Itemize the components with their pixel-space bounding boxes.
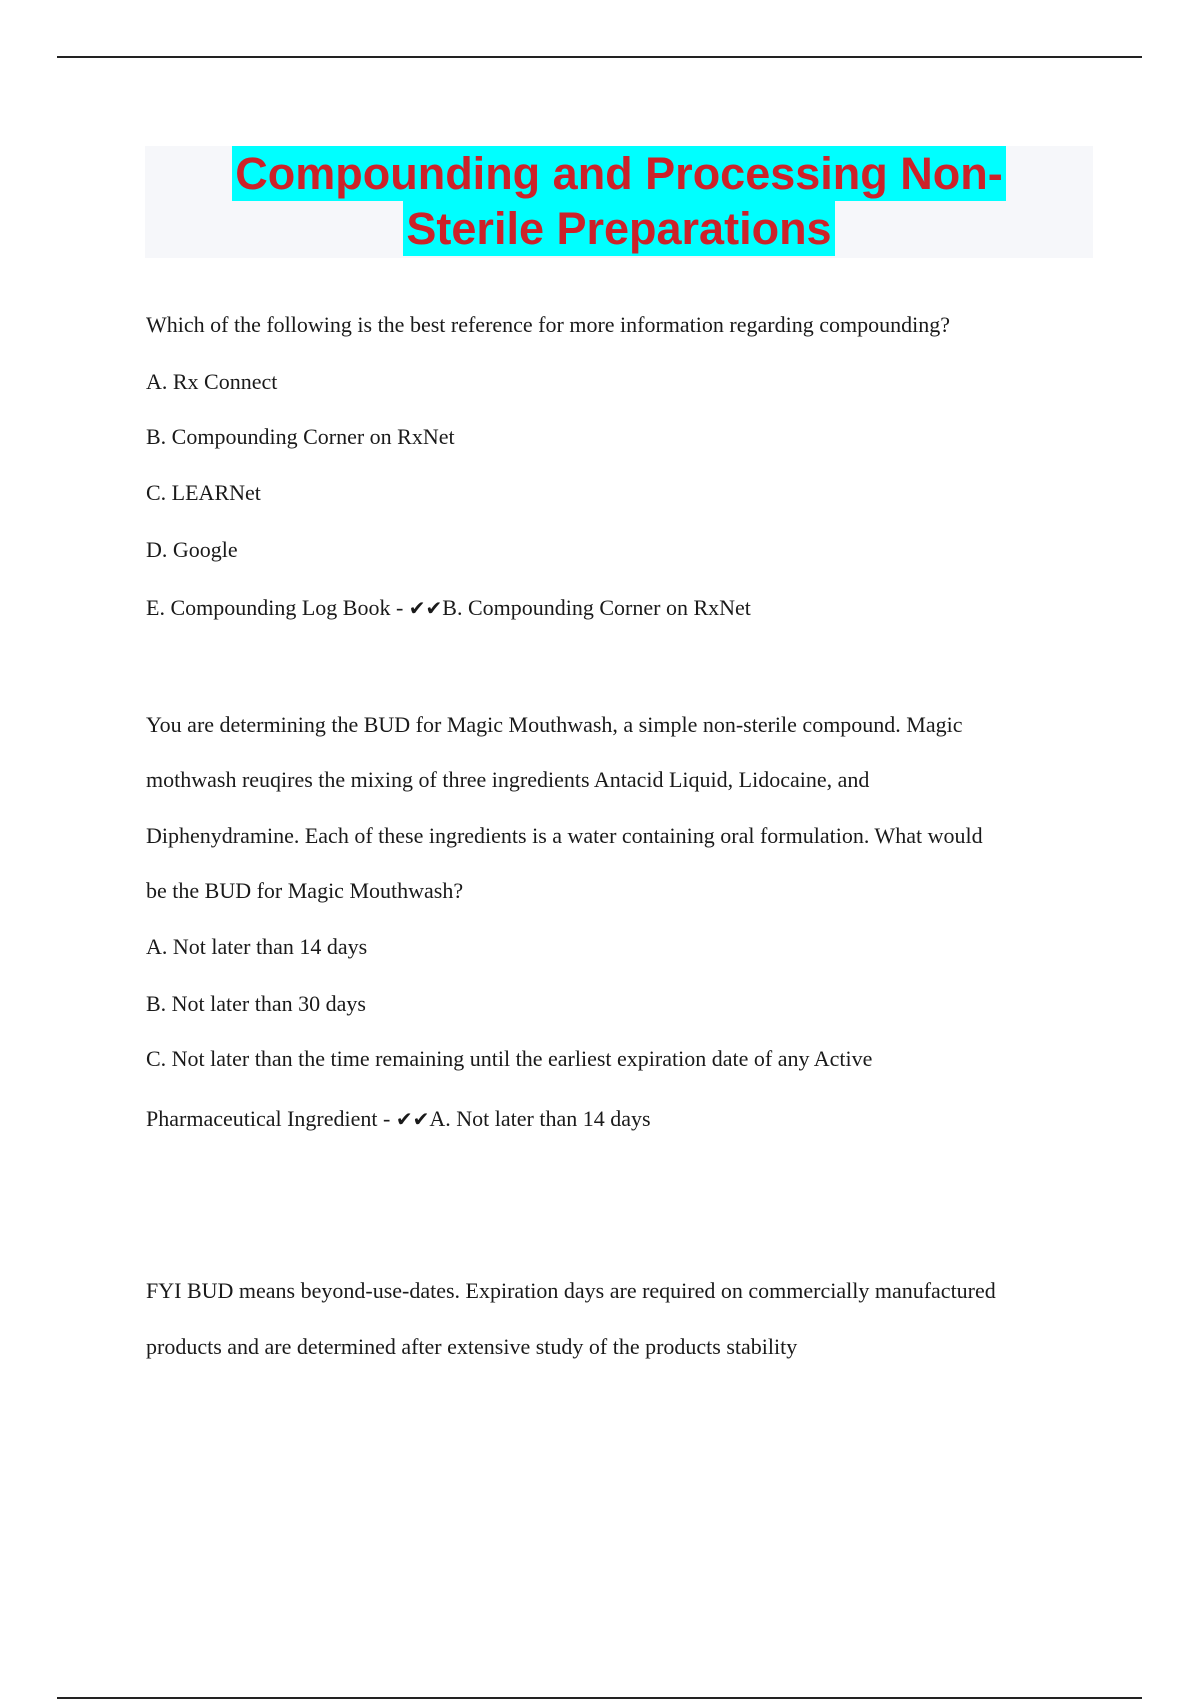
question-1-option-e-row: [146, 594, 751, 622]
question-2-option-c-line-1: C. Not later than the time remaining until the earliest expiration date of any Active: [146, 1046, 873, 1071]
question-2-prompt-line-4: be the BUD for Magic Mouthwash?: [146, 878, 464, 903]
top-rule: [57, 56, 1142, 58]
question-2-option-b: B. Not later than 30 days: [146, 991, 366, 1016]
question-1-option-e: E. Compounding Log Book -: [146, 595, 409, 620]
question-1-prompt: Which of the following is the best reference for more information regarding compounding?: [146, 312, 950, 337]
question-2-option-c-row: [146, 1105, 651, 1133]
question-2-prompt-line-1: You are determining the BUD for Magic Mouthwash, a simple non-sterile compound. Magic: [146, 712, 963, 737]
document-title-line-2: Sterile Preparations: [403, 201, 834, 256]
bottom-rule: [57, 1697, 1142, 1699]
question-2-prompt-line-2: mothwash reuqires the mixing of three ingredients Antacid Liquid, Lidocaine, and: [146, 767, 870, 792]
note-line-2: products and are determined after extensive study of the products stability: [146, 1334, 798, 1359]
question-1-option-d: D. Google: [146, 537, 238, 562]
question-2-option-c-line-2: Pharmaceutical Ingredient -: [146, 1106, 396, 1131]
question-2-prompt-line-3: Diphenydramine. Each of these ingredients is a water containing oral formulation. What would: [146, 823, 983, 848]
question-2-option-a: A. Not later than 14 days: [146, 934, 368, 959]
document-title-line-1: Compounding and Processing Non-: [232, 146, 1005, 201]
check-icon: ✔✔: [395, 1107, 430, 1131]
note-line-1: FYI BUD means beyond-use-dates. Expiration days are required on commercially manufactured: [146, 1278, 996, 1303]
check-icon: ✔✔: [408, 596, 443, 620]
title-banner: [145, 146, 1093, 258]
question-1-answer: B. Compounding Corner on RxNet: [442, 595, 751, 620]
question-1-option-a: A. Rx Connect: [146, 369, 278, 394]
question-1-option-c: C. LEARNet: [146, 480, 261, 505]
question-2-answer: A. Not later than 14 days: [429, 1106, 651, 1131]
question-1-option-b: B. Compounding Corner on RxNet: [146, 424, 455, 449]
